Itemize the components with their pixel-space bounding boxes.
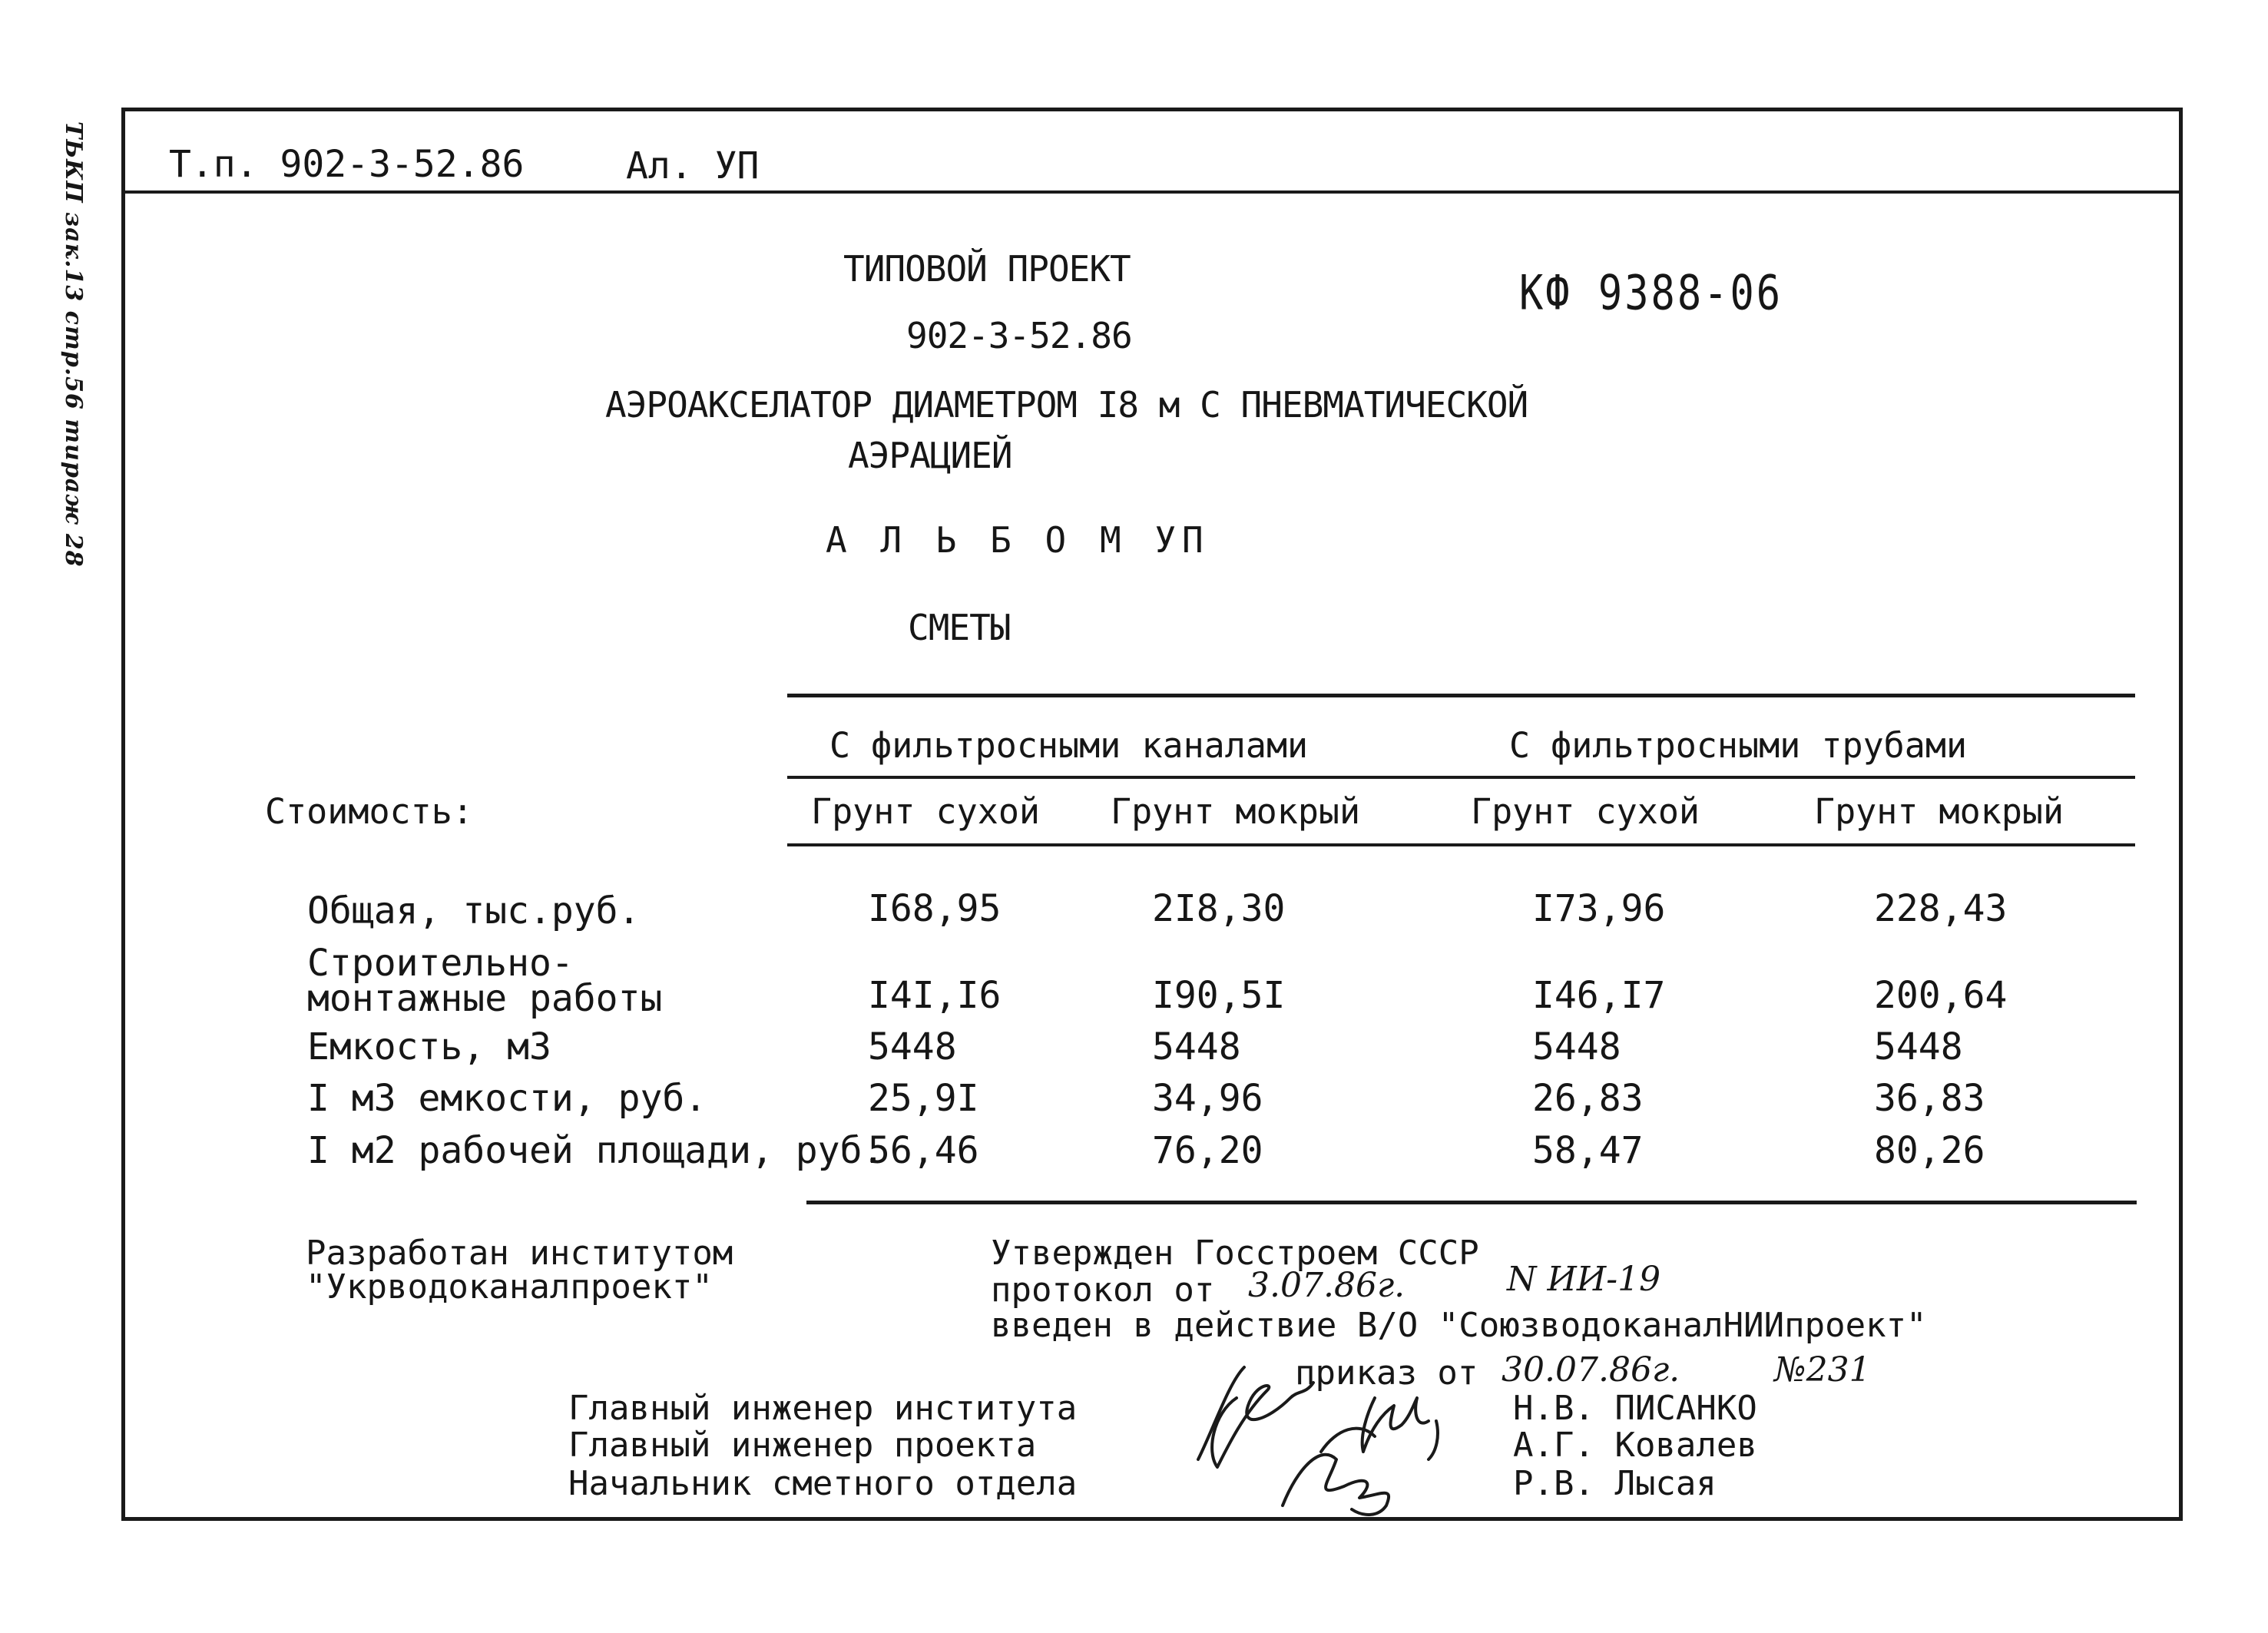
table-top-rule — [787, 694, 2135, 697]
order-date: 30.07.86г. — [1502, 1350, 1680, 1390]
protocol-prefix: протокол от — [991, 1270, 1215, 1310]
cost-row-header: Стоимость: — [265, 791, 473, 832]
table-cell: 58,47 — [1532, 1129, 1644, 1172]
table-cell: 5448 — [868, 1025, 957, 1068]
table-cell: 5448 — [1532, 1025, 1621, 1068]
signatory-role: Главный инженер института — [568, 1389, 1078, 1428]
table-cell: 36,83 — [1874, 1077, 1985, 1120]
project-number: 902-3-52.86 — [906, 315, 1132, 356]
enacted-by: введен в действие В/О "СоюзводоканалНИИпроект" — [991, 1306, 1927, 1345]
project-reference: Т.п. 902-3-52.86 — [169, 143, 525, 186]
signatory-name: А.Г. Ковалев — [1513, 1426, 1757, 1465]
signatory-role: Начальник сметного отдела — [568, 1464, 1078, 1503]
album-label: А Л Ь Б О М УП — [826, 519, 1210, 561]
table-cell: 26,83 — [1532, 1077, 1644, 1120]
margin-print-note: ТЬКП зак.13 стр.56 тираж 28 — [60, 121, 87, 568]
column-group-pipes: С фильтросными трубами — [1509, 725, 1968, 766]
document-type: ТИПОВОЙ ПРОЕКТ — [843, 248, 1131, 290]
row-label: Емкость, м3 — [307, 1025, 551, 1068]
row-label: I м2 рабочей площади, руб. — [307, 1129, 885, 1172]
approved-by: Утвержден Госстроем СССР — [991, 1234, 1479, 1273]
column-header: Грунт мокрый — [1814, 791, 2064, 832]
column-header: Грунт мокрый — [1111, 791, 1361, 832]
project-title-line2: АЭРАЦИЕЙ — [848, 435, 1012, 476]
table-cell: 34,96 — [1152, 1077, 1263, 1120]
table-cell: I46,I7 — [1532, 974, 1666, 1017]
developer-institute: "Укрводоканалпроект" — [306, 1267, 713, 1307]
column-header: Грунт сухой — [1471, 791, 1700, 832]
table-group-rule — [787, 776, 2135, 779]
signatures-image — [1183, 1352, 1490, 1521]
table-cell: 200,64 — [1874, 974, 2008, 1017]
table-cell: 228,43 — [1874, 887, 2008, 930]
row-label: Общая, тыс.руб. — [307, 889, 641, 932]
table-cell: 5448 — [1874, 1025, 1963, 1068]
table-cell: 2I8,30 — [1152, 887, 1286, 930]
header-rule — [121, 190, 2183, 194]
table-cell: 56,46 — [868, 1129, 979, 1172]
signatory-role: Главный инженер проекта — [568, 1426, 1037, 1465]
row-label: I м3 емкости, руб. — [307, 1077, 707, 1120]
signature-stroke — [1362, 1398, 1438, 1459]
table-cell: 80,26 — [1874, 1129, 1985, 1172]
order-number: №231 — [1774, 1350, 1871, 1390]
table-cell: 25,9I — [868, 1077, 979, 1120]
row-label: монтажные работы — [307, 977, 663, 1020]
table-header-rule — [787, 843, 2135, 846]
project-title-line1: АЭРОАКСЕЛАТОР ДИАМЕТРОМ I8 м С ПНЕВМАТИЧЕСКОЙ — [605, 384, 1528, 426]
protocol-date: 3.07.86г. — [1248, 1266, 1405, 1305]
table-cell: I73,96 — [1532, 887, 1666, 930]
section-label: СМЕТЫ — [908, 607, 1011, 648]
table-cell: I68,95 — [868, 887, 1002, 930]
protocol-number: N ИИ-19 — [1507, 1260, 1661, 1299]
table-cell: 5448 — [1152, 1025, 1241, 1068]
column-header: Грунт сухой — [811, 791, 1041, 832]
row-label: Строительно- — [307, 942, 574, 985]
order-prefix: приказ от — [1295, 1353, 1478, 1393]
stamp-code: КФ 9388-06 — [1519, 266, 1783, 321]
signatory-name: Н.В. ПИСАНКО — [1513, 1389, 1757, 1428]
developed-by: Разработан институтом — [306, 1234, 733, 1273]
album-reference: Ал. УП — [626, 144, 760, 187]
table-bottom-rule — [806, 1201, 2137, 1204]
signatory-name: Р.В. Лысая — [1513, 1464, 1717, 1503]
column-group-channels: С фильтросными каналами — [829, 725, 1309, 766]
table-cell: I90,5I — [1152, 974, 1286, 1017]
table-cell: 76,20 — [1152, 1129, 1263, 1172]
signature-stroke — [1283, 1455, 1389, 1515]
table-cell: I4I,I6 — [868, 974, 1002, 1017]
